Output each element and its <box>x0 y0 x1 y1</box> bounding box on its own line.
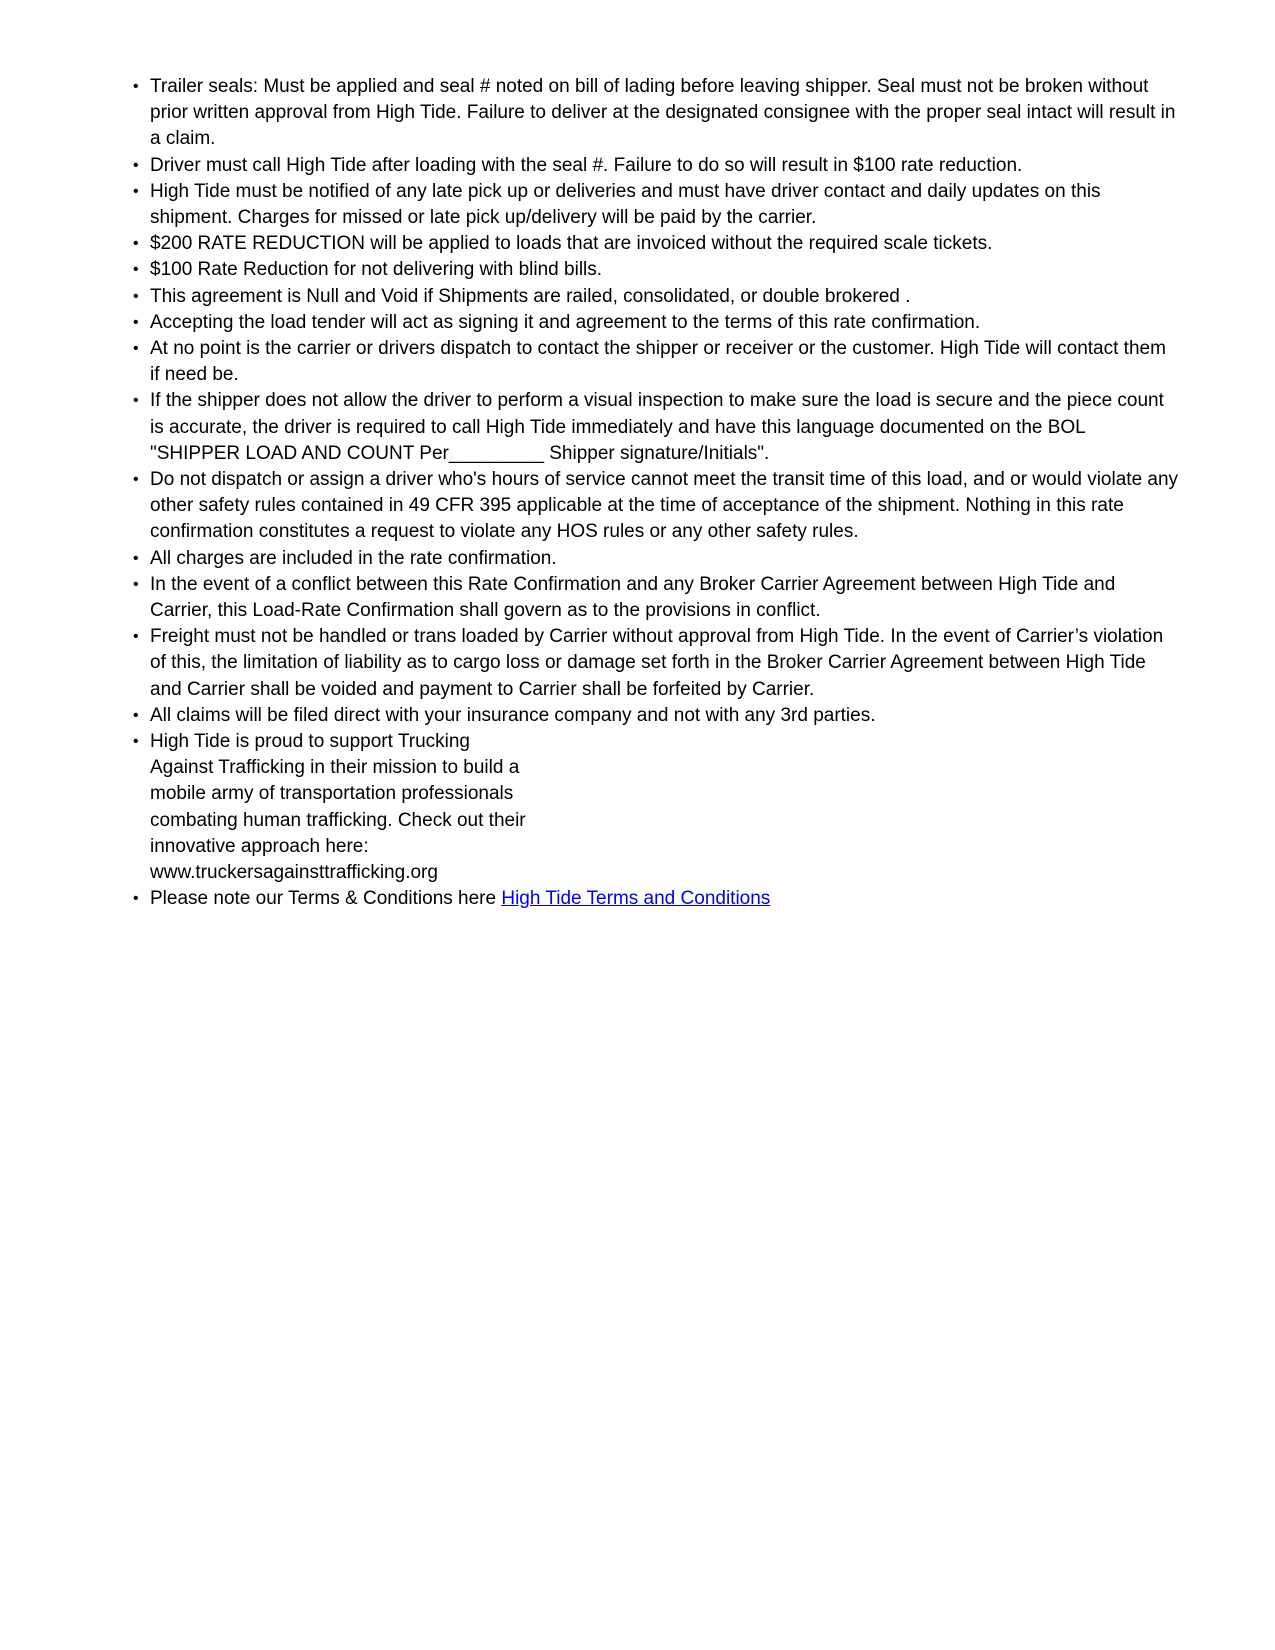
bullet-icon: • <box>133 78 139 95</box>
tat-line: innovative approach here: <box>150 835 369 857</box>
tat-line: High Tide is proud to support Trucking <box>150 731 471 753</box>
term-text: Trailer seals: Must be applied and seal # noted on bill of lading before leaving shipper. Seal must not be broken without prior written approval from High Tide. Failure to deliver at the designated consignee with the proper seal intact will result in a claim. <box>150 76 1176 150</box>
list-item <box>130 336 1180 388</box>
term-text: Do not dispatch or assign a driver who's hours of service cannot meet the transit time of this load, and or would violate any other safety rules contained in 49 CFR 395 applicable at the time of acceptance of the shipment. Nothing in this rate confirmation constitutes a request to violate any HOS rules or any other safety rules. <box>150 469 1179 543</box>
bullet-icon: • <box>133 182 139 200</box>
term-text: $100 Rate Reduction for not delivering with blind bills. <box>150 259 603 281</box>
tat-support-item <box>130 729 1180 886</box>
term-text: $200 RATE REDUCTION will be applied to loads that are invoiced without the required scale tickets. <box>150 233 993 255</box>
list-item <box>130 572 1180 624</box>
list-item <box>130 179 1180 231</box>
term-text: At no point is the carrier or drivers dispatch to contact the shipper or receiver or the customer. High Tide will contact them if need be. <box>150 338 1166 386</box>
terms-list <box>130 74 1180 913</box>
bullet-icon: • <box>133 628 139 646</box>
list-item <box>130 467 1180 546</box>
term-text: This agreement is Null and Void if Shipments are railed, consolidated, or double brokered . <box>150 285 911 307</box>
term-text: Freight must not be handled or trans loaded by Carrier without approval from High Tide. In the event of Carrier’s violation of this, the limitation of liability as to cargo loss or damage set forth in the Broker Carrier Agreement between High Tide and Carrier shall be voided and payment to Carrier shall be forfeited by Carrier. <box>150 626 1164 700</box>
tat-line: combating human trafficking. Check out their <box>150 809 526 831</box>
tat-line: Against Trafficking in their mission to build a <box>150 757 520 779</box>
list-item <box>130 388 1180 467</box>
term-text: All claims will be filed direct with your insurance company and not with any 3rd parties. <box>150 704 876 726</box>
term-text: If the shipper does not allow the driver to perform a visual inspection to make sure the load is secure and the piece count is accurate, the driver is required to call High Tide immediately and have this language documented on the BOL "SHIPPER LOAD AND COUNT Per_________ Shipper signature/Initials". <box>150 390 1164 464</box>
list-item <box>130 74 1180 153</box>
bullet-icon: • <box>133 340 139 358</box>
bullet-icon: • <box>133 392 139 410</box>
bullet-icon: • <box>133 235 139 253</box>
terms-link-prefix: Please note our Terms & Conditions here <box>150 888 502 910</box>
bullet-icon: • <box>133 733 139 751</box>
tat-website: www.truckersagainsttrafficking.org <box>150 862 438 884</box>
terms-and-conditions-link[interactable]: High Tide Terms and Conditions <box>501 888 771 910</box>
bullet-icon: • <box>133 549 139 567</box>
term-text: Accepting the load tender will act as signing it and agreement to the terms of this rate confirmation. <box>150 311 981 333</box>
tat-line: mobile army of transportation professionals <box>150 783 514 805</box>
tat-support-text <box>150 729 1180 886</box>
bullet-icon: • <box>133 706 139 724</box>
list-item <box>130 257 1180 283</box>
term-text: All charges are included in the rate confirmation. <box>150 547 557 569</box>
bullet-icon: • <box>133 261 139 279</box>
bullet-icon: • <box>133 471 139 489</box>
list-item <box>130 310 1180 336</box>
term-text: High Tide must be notified of any late pick up or deliveries and must have driver contact and daily updates on this shipment. Charges for missed or late pick up/delivery will be paid by the carrier. <box>150 180 1101 229</box>
list-item <box>130 703 1180 729</box>
bullet-icon: • <box>133 890 139 908</box>
bullet-icon: • <box>133 313 139 331</box>
term-text: In the event of a conflict between this Rate Confirmation and any Broker Carrier Agreement between High Tide and Carrier, this Load-Rate Confirmation shall govern as to the provisions in conflict. <box>150 573 1116 622</box>
list-item <box>130 153 1180 179</box>
list-item <box>130 624 1180 703</box>
bullet-icon: • <box>133 156 139 174</box>
terms-link-item <box>130 886 1180 912</box>
term-text: Driver must call High Tide after loading with the seal #. Failure to do so will result in $100 rate reduction. <box>150 154 1023 176</box>
bullet-icon: • <box>133 287 139 305</box>
bullet-icon: • <box>133 575 139 593</box>
list-item <box>130 231 1180 257</box>
list-item <box>130 284 1180 310</box>
list-item <box>130 546 1180 572</box>
